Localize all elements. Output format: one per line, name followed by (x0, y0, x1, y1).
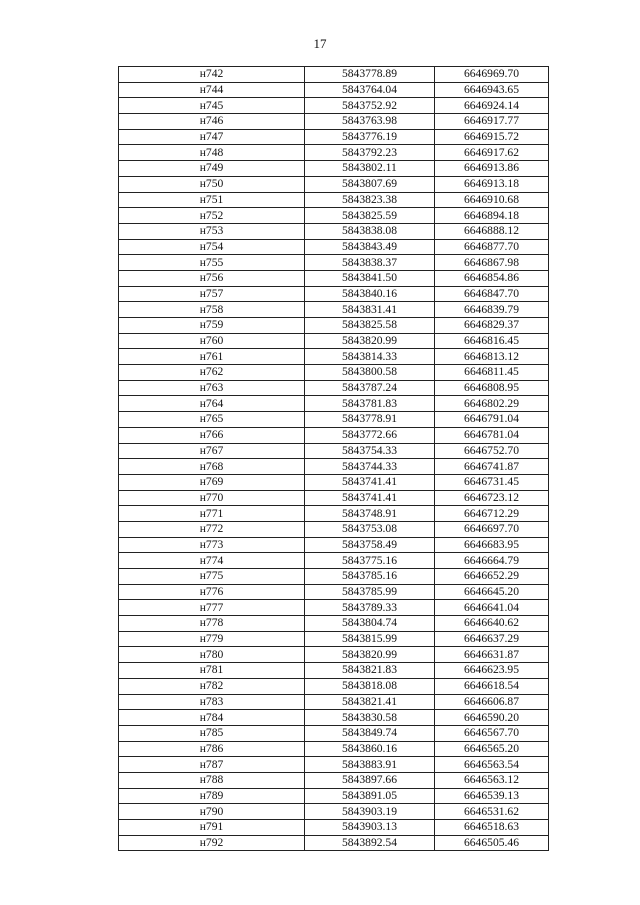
x-coordinate-cell: 5843753.08 (305, 521, 435, 537)
point-id-cell: н763 (119, 380, 305, 396)
point-id-cell: н788 (119, 772, 305, 788)
table-row (119, 521, 549, 537)
point-id-cell: н758 (119, 302, 305, 318)
table-row (119, 725, 549, 741)
x-coordinate-cell: 5843772.66 (305, 427, 435, 443)
coordinates-table-body (119, 67, 549, 851)
x-coordinate-cell: 5843775.16 (305, 553, 435, 569)
point-id-cell: н756 (119, 270, 305, 286)
y-coordinate-cell: 6646565.20 (435, 741, 549, 757)
point-id-cell: н746 (119, 114, 305, 130)
table-row (119, 427, 549, 443)
y-coordinate-cell: 6646888.12 (435, 223, 549, 239)
x-coordinate-cell: 5843744.33 (305, 459, 435, 475)
x-coordinate-cell: 5843792.23 (305, 145, 435, 161)
point-id-cell: н760 (119, 333, 305, 349)
x-coordinate-cell: 5843821.41 (305, 694, 435, 710)
y-coordinate-cell: 6646791.04 (435, 412, 549, 428)
table-row (119, 694, 549, 710)
point-id-cell: н748 (119, 145, 305, 161)
y-coordinate-cell: 6646505.46 (435, 835, 549, 851)
y-coordinate-cell: 6646631.87 (435, 647, 549, 663)
y-coordinate-cell: 6646752.70 (435, 443, 549, 459)
point-id-cell: н767 (119, 443, 305, 459)
point-id-cell: н787 (119, 757, 305, 773)
y-coordinate-cell: 6646943.65 (435, 82, 549, 98)
coordinates-table (118, 66, 549, 851)
x-coordinate-cell: 5843778.89 (305, 67, 435, 83)
y-coordinate-cell: 6646741.87 (435, 459, 549, 475)
y-coordinate-cell: 6646731.45 (435, 474, 549, 490)
x-coordinate-cell: 5843843.49 (305, 239, 435, 255)
x-coordinate-cell: 5843818.08 (305, 678, 435, 694)
x-coordinate-cell: 5843891.05 (305, 788, 435, 804)
x-coordinate-cell: 5843903.19 (305, 804, 435, 820)
x-coordinate-cell: 5843741.41 (305, 474, 435, 490)
table-row (119, 741, 549, 757)
point-id-cell: н782 (119, 678, 305, 694)
y-coordinate-cell: 6646802.29 (435, 396, 549, 412)
y-coordinate-cell: 6646877.70 (435, 239, 549, 255)
y-coordinate-cell: 6646839.79 (435, 302, 549, 318)
x-coordinate-cell: 5843764.04 (305, 82, 435, 98)
y-coordinate-cell: 6646590.20 (435, 710, 549, 726)
table-row (119, 302, 549, 318)
x-coordinate-cell: 5843785.16 (305, 569, 435, 585)
table-row (119, 631, 549, 647)
x-coordinate-cell: 5843860.16 (305, 741, 435, 757)
point-id-cell: н771 (119, 506, 305, 522)
table-row (119, 443, 549, 459)
point-id-cell: н768 (119, 459, 305, 475)
table-row (119, 835, 549, 851)
y-coordinate-cell: 6646924.14 (435, 98, 549, 114)
x-coordinate-cell: 5843821.83 (305, 663, 435, 679)
x-coordinate-cell: 5843787.24 (305, 380, 435, 396)
x-coordinate-cell: 5843804.74 (305, 616, 435, 632)
point-id-cell: н761 (119, 349, 305, 365)
y-coordinate-cell: 6646539.13 (435, 788, 549, 804)
point-id-cell: н772 (119, 521, 305, 537)
table-row (119, 318, 549, 334)
table-row (119, 270, 549, 286)
table-row (119, 286, 549, 302)
table-row (119, 365, 549, 381)
point-id-cell: н744 (119, 82, 305, 98)
point-id-cell: н753 (119, 223, 305, 239)
point-id-cell: н780 (119, 647, 305, 663)
table-row (119, 490, 549, 506)
point-id-cell: н777 (119, 600, 305, 616)
point-id-cell: н778 (119, 616, 305, 632)
y-coordinate-cell: 6646652.29 (435, 569, 549, 585)
x-coordinate-cell: 5843752.92 (305, 98, 435, 114)
table-row (119, 67, 549, 83)
x-coordinate-cell: 5843903.13 (305, 820, 435, 836)
x-coordinate-cell: 5843841.50 (305, 270, 435, 286)
table-row (119, 239, 549, 255)
y-coordinate-cell: 6646645.20 (435, 584, 549, 600)
y-coordinate-cell: 6646641.04 (435, 600, 549, 616)
y-coordinate-cell: 6646915.72 (435, 129, 549, 145)
y-coordinate-cell: 6646618.54 (435, 678, 549, 694)
table-row (119, 788, 549, 804)
point-id-cell: н766 (119, 427, 305, 443)
y-coordinate-cell: 6646894.18 (435, 208, 549, 224)
x-coordinate-cell: 5843825.59 (305, 208, 435, 224)
x-coordinate-cell: 5843789.33 (305, 600, 435, 616)
point-id-cell: н792 (119, 835, 305, 851)
table-row (119, 333, 549, 349)
table-row (119, 98, 549, 114)
y-coordinate-cell: 6646811.45 (435, 365, 549, 381)
point-id-cell: н784 (119, 710, 305, 726)
table-row (119, 396, 549, 412)
x-coordinate-cell: 5843778.91 (305, 412, 435, 428)
x-coordinate-cell: 5843758.49 (305, 537, 435, 553)
x-coordinate-cell: 5843892.54 (305, 835, 435, 851)
x-coordinate-cell: 5843897.66 (305, 772, 435, 788)
y-coordinate-cell: 6646664.79 (435, 553, 549, 569)
table-row (119, 114, 549, 130)
page-number: 17 (313, 36, 327, 51)
y-coordinate-cell: 6646623.95 (435, 663, 549, 679)
y-coordinate-cell: 6646637.29 (435, 631, 549, 647)
x-coordinate-cell: 5843825.58 (305, 318, 435, 334)
table-row (119, 569, 549, 585)
y-coordinate-cell: 6646917.77 (435, 114, 549, 130)
point-id-cell: н789 (119, 788, 305, 804)
x-coordinate-cell: 5843838.08 (305, 223, 435, 239)
x-coordinate-cell: 5843820.99 (305, 333, 435, 349)
table-row (119, 208, 549, 224)
point-id-cell: н765 (119, 412, 305, 428)
point-id-cell: н769 (119, 474, 305, 490)
table-row (119, 474, 549, 490)
y-coordinate-cell: 6646712.29 (435, 506, 549, 522)
y-coordinate-cell: 6646813.12 (435, 349, 549, 365)
table-row (119, 82, 549, 98)
point-id-cell: н755 (119, 255, 305, 271)
y-coordinate-cell: 6646723.12 (435, 490, 549, 506)
y-coordinate-cell: 6646913.18 (435, 176, 549, 192)
table-row (119, 584, 549, 600)
x-coordinate-cell: 5843830.58 (305, 710, 435, 726)
y-coordinate-cell: 6646917.62 (435, 145, 549, 161)
point-id-cell: н745 (119, 98, 305, 114)
y-coordinate-cell: 6646808.95 (435, 380, 549, 396)
x-coordinate-cell: 5843849.74 (305, 725, 435, 741)
point-id-cell: н783 (119, 694, 305, 710)
y-coordinate-cell: 6646781.04 (435, 427, 549, 443)
table-row (119, 349, 549, 365)
point-id-cell: н764 (119, 396, 305, 412)
y-coordinate-cell: 6646847.70 (435, 286, 549, 302)
point-id-cell: н791 (119, 820, 305, 836)
x-coordinate-cell: 5843883.91 (305, 757, 435, 773)
y-coordinate-cell: 6646531.62 (435, 804, 549, 820)
x-coordinate-cell: 5843840.16 (305, 286, 435, 302)
point-id-cell: н750 (119, 176, 305, 192)
point-id-cell: н786 (119, 741, 305, 757)
table-row (119, 600, 549, 616)
x-coordinate-cell: 5843763.98 (305, 114, 435, 130)
table-row (119, 223, 549, 239)
y-coordinate-cell: 6646563.12 (435, 772, 549, 788)
y-coordinate-cell: 6646913.86 (435, 161, 549, 177)
point-id-cell: н747 (119, 129, 305, 145)
point-id-cell: н773 (119, 537, 305, 553)
table-row (119, 663, 549, 679)
table-row (119, 506, 549, 522)
x-coordinate-cell: 5843802.11 (305, 161, 435, 177)
table-row (119, 804, 549, 820)
table-row (119, 255, 549, 271)
table-row (119, 678, 549, 694)
x-coordinate-cell: 5843814.33 (305, 349, 435, 365)
y-coordinate-cell: 6646563.54 (435, 757, 549, 773)
x-coordinate-cell: 5843781.83 (305, 396, 435, 412)
table-row (119, 145, 549, 161)
point-id-cell: н774 (119, 553, 305, 569)
y-coordinate-cell: 6646640.62 (435, 616, 549, 632)
table-row (119, 820, 549, 836)
table-row (119, 537, 549, 553)
point-id-cell: н779 (119, 631, 305, 647)
table-row (119, 710, 549, 726)
table-row (119, 553, 549, 569)
point-id-cell: н762 (119, 365, 305, 381)
y-coordinate-cell: 6646606.87 (435, 694, 549, 710)
table-row (119, 412, 549, 428)
y-coordinate-cell: 6646867.98 (435, 255, 549, 271)
point-id-cell: н754 (119, 239, 305, 255)
point-id-cell: н749 (119, 161, 305, 177)
x-coordinate-cell: 5843741.41 (305, 490, 435, 506)
x-coordinate-cell: 5843748.91 (305, 506, 435, 522)
x-coordinate-cell: 5843800.58 (305, 365, 435, 381)
table-row (119, 772, 549, 788)
y-coordinate-cell: 6646697.70 (435, 521, 549, 537)
point-id-cell: н742 (119, 67, 305, 83)
table-row (119, 161, 549, 177)
point-id-cell: н781 (119, 663, 305, 679)
point-id-cell: н757 (119, 286, 305, 302)
y-coordinate-cell: 6646683.95 (435, 537, 549, 553)
x-coordinate-cell: 5843754.33 (305, 443, 435, 459)
point-id-cell: н785 (119, 725, 305, 741)
x-coordinate-cell: 5843815.99 (305, 631, 435, 647)
x-coordinate-cell: 5843807.69 (305, 176, 435, 192)
y-coordinate-cell: 6646518.63 (435, 820, 549, 836)
point-id-cell: н790 (119, 804, 305, 820)
y-coordinate-cell: 6646969.70 (435, 67, 549, 83)
x-coordinate-cell: 5843820.99 (305, 647, 435, 663)
y-coordinate-cell: 6646910.68 (435, 192, 549, 208)
y-coordinate-cell: 6646854.86 (435, 270, 549, 286)
x-coordinate-cell: 5843823.38 (305, 192, 435, 208)
x-coordinate-cell: 5843785.99 (305, 584, 435, 600)
table-row (119, 647, 549, 663)
table-row (119, 459, 549, 475)
point-id-cell: н775 (119, 569, 305, 585)
point-id-cell: н752 (119, 208, 305, 224)
x-coordinate-cell: 5843838.37 (305, 255, 435, 271)
table-row (119, 616, 549, 632)
x-coordinate-cell: 5843776.19 (305, 129, 435, 145)
point-id-cell: н770 (119, 490, 305, 506)
x-coordinate-cell: 5843831.41 (305, 302, 435, 318)
table-row (119, 176, 549, 192)
y-coordinate-cell: 6646829.37 (435, 318, 549, 334)
point-id-cell: н759 (119, 318, 305, 334)
table-row (119, 757, 549, 773)
table-row (119, 129, 549, 145)
table-row (119, 380, 549, 396)
y-coordinate-cell: 6646567.70 (435, 725, 549, 741)
y-coordinate-cell: 6646816.45 (435, 333, 549, 349)
table-row (119, 192, 549, 208)
point-id-cell: н776 (119, 584, 305, 600)
point-id-cell: н751 (119, 192, 305, 208)
